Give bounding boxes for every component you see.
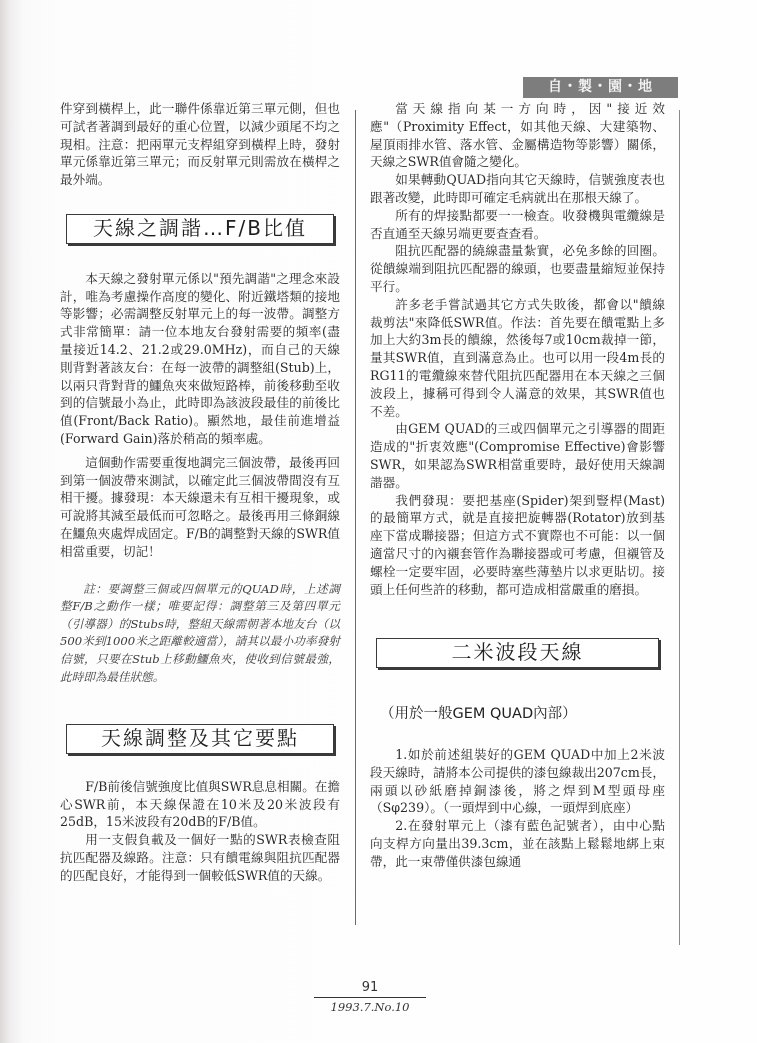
note-paragraph: 註：要調整三個或四個單元的QUAD時，上述調整F/B之動作一樣；唯要記得：調整第三及第四單元（引導器）的Stubs時，整組天線需朝著本地友台（以500米到1000米之距離較適當），請其以最小功率發射信號，只要在Stub上移動鱷魚夾，使收到信號最強，此時即為最佳狀態。 xyxy=(60,581,340,684)
list-item: 1.如於前述組裝好的GEM QUAD中加上2米波段天線時，請將本公司提供的漆包線裁出207cm長，兩頭以砂紙磨掉銅漆後，將之焊到M型頭母座（Sφ239）。（一頭焊到中心線，一頭焊到底座） xyxy=(370,746,665,816)
section-tag: 自・製・園・地 xyxy=(523,77,678,98)
issue-label: 1993.7.No.10 xyxy=(330,1000,410,1014)
paragraph: 如果轉動QUAD指向其它天線時，信號強度表也跟著改變，此時即可確定毛病就出在那根天線了。 xyxy=(370,172,665,205)
subtitle: （用於一般GEM QUAD內部） xyxy=(380,706,577,723)
paragraph: 阻抗匹配器的繞線盡量紮實，必免多餘的回圈。從饋線端到阻抗匹配器的線頭，也要盡量縮短並保持平行。 xyxy=(370,243,665,294)
right-margin-rule xyxy=(679,110,680,945)
page-number: 91 xyxy=(361,980,379,995)
paragraph: 所有的焊接點都要一一檢查。收發機與電纜線是否直通至天線另端更要查查看。 xyxy=(370,207,665,241)
page-footer xyxy=(310,980,430,1014)
right-column xyxy=(370,100,665,870)
paragraph: 許多老手嘗試過其它方式失敗後，都會以"饋線裁剪法"來降低SWR值。作法：首先要在饋電點上多加上大約3m長的饋線，然後每7或10cm裁掉一節，量其SWR值，直到滿意為止。也可以用一段4m長的RG11的電纜線來替代阻抗匹配器用在本天線之三個波段上，據稱可得到令人滿意的效果，其SWR值也不差。 xyxy=(370,296,665,419)
heading-tuning-fb-ratio: 天線之調諧…F/B比值 xyxy=(66,214,334,244)
paragraph: 本天線之發射單元係以"預先調諧"之理念來設計，唯為考慮操作高度的變化、附近鐵塔類的接地等影響；必需調整反射單元上的每一波帶。調整方式非常簡單：請一位本地友台發射需要的頻率(盡量接近14.2、21.2或29.0MHz)，而自己的天線則背對著該友台：在每一波帶的調整組(Stub)上，以兩只背對背的鱷魚夾來做短路棒，前後移動至收到的信號最小為止，此時即為該波段最佳的前後比值(Front/Back Ratio)。顯然地，最佳前進增益(Forward Gain)落於稍高的頻率處。 xyxy=(60,270,340,446)
paragraph: 我們發現：要把基座(Spider)架到豎桿(Mast)的最簡單方式，就是直接把旋轉器(Rotator)放到基座下當成聯接器；但這方式不實際也不可能：以一個適當尺寸的內襯套管作為聯接器或可考慮，但襯管及螺栓一定要牢固，必要時塞些薄墊片以求更貼切。接頭上任何些許的移動，都可造成相當嚴重的磨損。 xyxy=(370,492,665,597)
heading-2m-band-antenna: 二米波段天線 xyxy=(376,638,659,668)
list-item: 2.在發射單元上（漆有藍色記號者），由中心點向支桿方向量出39.3cm，並在該點上鬆鬆地綁上束帶，此一束帶僅供漆包線通 xyxy=(370,818,665,869)
heading-adjustment-points: 天線調整及其它要點 xyxy=(66,724,334,754)
intro-paragraph: 件穿到橫桿上，此一聯件係靠近第三單元側，但也可試者著調到最好的重心位置，以減少頭尾不均之現相。注意：把兩單元支桿組穿到橫桿上時，發射單元係靠近第三單元；而反射單元則需放在橫桿之最外端。 xyxy=(60,101,340,188)
paragraph: 這個動作需要重復地調完三個波帶，最後再回到第一個波帶來測試，以確定此三個波帶間沒有互相干擾。據發現：本天線還未有互相干擾現象，或可說將其減至最低而可忽略之。最後再用三條銅線在鱷魚夾處焊成固定。F/B的調整對天線的SWR值相當重要，切記！ xyxy=(60,454,340,559)
paragraph: 由GEM QUAD的三或四個單元之引導器的間距造成的"折衷效應"(Compromise Effective)會影響SWR，如果認為SWR相當重要時，最好使用天線調諧器。 xyxy=(370,421,665,490)
paragraph: 用一支假負載及一個好一點的SWR表檢查阻抗匹配器及線路。注意：只有饋電線與阻抗匹配器的匹配良好，才能得到一個較低SWR值的天線。 xyxy=(60,832,340,883)
left-column xyxy=(60,100,340,885)
paragraph: 當天線指向某一方向時，因"接近效應"（Proximity Effect，如其他天線、大建築物、屋頂雨排水管、落水管、金屬構造物等影響）關係，天線之SWR值會隨之變化。 xyxy=(370,101,665,170)
paragraph: F/B前後信號強度比值與SWR息息相關。在擔心SWR前，本天線保證在10米及20米波段有25dB，15米波段有20dB的F/B值。 xyxy=(60,778,340,830)
footer-rule xyxy=(314,997,426,998)
column-divider xyxy=(355,110,356,925)
